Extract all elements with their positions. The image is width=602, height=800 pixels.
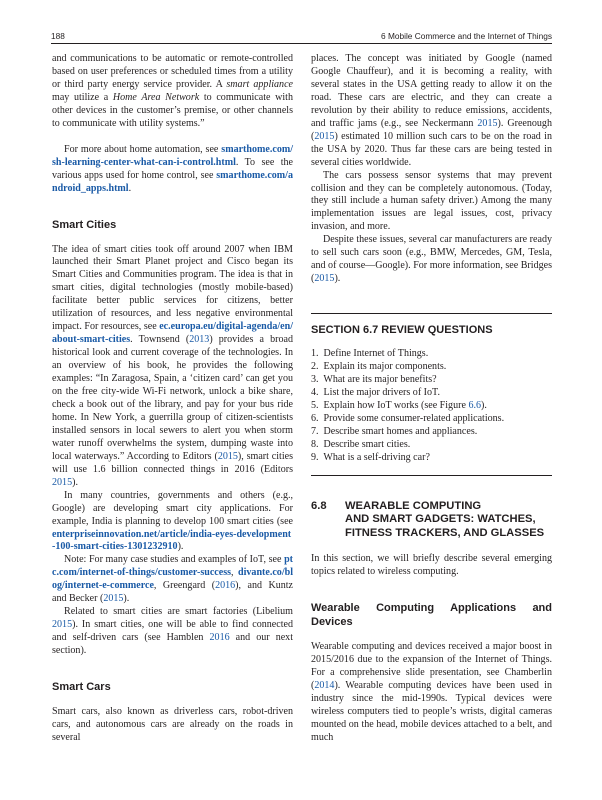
review-question [311,439,552,452]
paragraph-section-intro: In this section, we will briefly describe several emerging topics related to wireless computing. [311,553,552,578]
paragraph-wearable: Wearable computing and devices received a major boost in 2015/2016 due to the expansion of the Internet of Things. For a comprehensive slide presentation, see Chamberlin (2014). Wearable computing devices have been used in industry since the mid-1990s. Typical devices were wireless computers tied to people’s wrists, digital cameras mounted on the head, mobile devices attached to a belt, and much [311,641,552,743]
question-text: List the major drivers of IoT. [323,386,440,398]
link-smarthome-apps[interactable]: smarthome.com/android_apps.html [52,169,293,194]
section-6-8-heading [311,500,552,541]
section-number: 6.8 [311,499,327,512]
question-text: Describe smart homes and appliances. [323,425,478,437]
left-column [52,53,293,745]
citation-link[interactable]: 2015 [477,117,498,129]
heading-smart-cars: Smart Cars [52,681,111,694]
heading-wearable: Wearable Computing Applications and Devices [311,602,552,629]
review-question [311,361,552,374]
section-title-line: AND SMART GADGETS: WATCHES, [345,513,536,526]
citation-link[interactable]: 2015 [314,130,335,142]
paragraph-smart-appliance: and communications to be automatic or remote-controlled based on user preferences or scheduled times from a utility or third party energy service provider. A smart appliance may utilize a Home Area Network to communicate with other devices in the customer’s premise, or other channels to communicate with utility systems.” [52,53,293,129]
review-question [311,426,552,439]
paragraph-manufacturers: Despite these issues, several car manufacturers are ready to sell such cars soon (e.g., BMW, Mercedes, GM, Tesla, and of course—Google). For more information, see Bridges (2015). [311,234,552,285]
link-divante[interactable]: divante.co/blog/internet-e-commerce [52,567,293,592]
heading-smart-cities: Smart Cities [52,218,117,231]
question-number: 6. [311,412,319,424]
link-enterprise-innovation[interactable]: enterpriseinnovation.net/article/india-eyes-development-100-smart-cities-1301232910 [52,528,292,553]
citation-link[interactable]: 2015 [103,593,124,605]
paragraph-google-cars: places. The concept was initiated by Google (named Google Chauffeur), and it is becoming a reality, with several states in the USA getting ready to allow it on the road. These cars are electric, and they can create a revolution by their ability to reduce emissions, accidents, and traffic jams (e.g., see Neckermann 2015). Greenough (2015) estimated 10 million such cars to be on the road in the USA by 2020. Thus far these cars are being tested in several cities worldwide. [311,53,552,168]
link-ec-europa[interactable]: ec.europa.eu/digital-agenda/en/about-smart-cities [52,321,293,346]
question-number: 3. [311,374,319,386]
question-number: 5. [311,399,319,411]
question-text: Describe smart cities. [323,438,411,450]
review-question [311,387,552,400]
section-title-line: WEARABLE COMPUTING [345,499,482,512]
paragraph-home-automation: For more about home automation, see smarthome.com/sh-learning-center-what-can-i-control.html. To see the various apps used for home control, see smarthome.com/android_apps.html. [52,143,293,194]
paragraph-smart-cars: Smart cars, also known as driverless cars, robot-driven cars, and autonomous cars are already on the roads in several [52,706,293,743]
paragraph-smart-factories: Related to smart cities are smart factories (Libelium 2015). In smart cities, one will be able to find connected and self-driven cars (see Hamblen 2016 and our next section). [52,606,293,657]
question-number: 8. [311,438,319,450]
citation-link[interactable]: 2015 [314,273,335,285]
question-text: What is a self-driving car? [323,451,430,463]
citation-link[interactable]: 2016 [209,632,230,644]
review-question [311,348,552,361]
citation-link[interactable]: 2015 [52,476,73,488]
question-text: Explain how IoT works (see Figure [323,399,469,411]
question-number: 9. [311,451,319,463]
paragraph-sensors: The cars possess sensor systems that may prevent collision and they can be completely autonomous. (Today, they still include a human safety driver.) Among the many implementation issues are legal issues, cost, privacy invasion, and more. [311,169,552,233]
review-questions-heading: SECTION 6.7 REVIEW QUESTIONS [311,324,493,337]
header-rule [51,43,552,44]
page-number: 188 [51,31,65,41]
review-question [311,413,552,426]
review-question [311,400,552,413]
citation-link[interactable]: 2013 [189,334,210,346]
review-question [311,452,552,465]
running-title: 6 Mobile Commerce and the Internet of Things [381,31,552,41]
question-text: What are its major benefits? [323,374,437,386]
citation-link[interactable]: 2014 [314,679,335,691]
question-text: Define Internet of Things. [323,348,429,360]
link-ptc[interactable]: ptc.com/internet-of-things/customer-success [52,554,293,579]
citation-link[interactable]: 2015 [217,450,238,462]
review-questions-list [311,348,552,465]
citation-link[interactable]: 2015 [52,619,73,631]
citation-link[interactable]: 2016 [215,580,236,592]
review-question [311,374,552,387]
paragraph-smart-cities: The idea of smart cities took off around 2007 when IBM launched their Smart Planet project and Cisco began its Smart Cities and Communities program. The idea is that in smart cities, digital technologies (mostly mobile-based) facilitate better public services for citizens, better utilization of resources, and less negative environmental impact. For resources, see ec.europa.eu/digital-agenda/en/about-smart-cities. Townsend (2013) provides a broad historical look and current coverage of the technologies. In an overview of his book, he provides the following examples: “In Zaragosa, Spain, a ‘citizen card’ can get you on the free city-wide Wi-Fi network, unlock a bike share, check a book out of the library, and pay for your bus ride home. In New York, a guerrilla group of citizen-scientists installed sensors in local sewers to alert you when storm water runoff overwhelms the system, dumping waste into local waterways.” According to Editors (2015), smart cities will use 1.6 billion connected things in 2016 (Editors 2015). [52,243,294,488]
question-text: Provide some consumer-related applications. [323,412,505,424]
question-number: 2. [311,361,319,373]
right-column [311,53,552,745]
paragraph-note: Note: For many case studies and examples of IoT, see ptc.com/internet-of-things/customer-success, divante.co/blog/internet-e-commerce, Greengard (2016), and Kuntz and Becker (2015). [52,554,293,605]
question-number: 4. [311,386,319,398]
figure-link[interactable]: 6.6 [468,399,481,411]
question-number: 1. [311,348,319,360]
question-text: ). [481,399,487,411]
question-number: 7. [311,425,319,437]
link-smarthome-learning[interactable]: smarthome.com/sh-learning-center-what-can-i-control.html [52,143,293,168]
section-title-line: FITNESS TRACKERS, AND GLASSES [345,526,545,539]
paragraph-india: In many countries, governments and others (e.g., Google) are developing smart city applications. For example, India is planning to develop 100 smart cities (see enterpriseinnovation.net/article/india-eyes-development-100-smart-cities-1301232910). [52,489,293,553]
question-text: Explain its major components. [323,361,447,373]
